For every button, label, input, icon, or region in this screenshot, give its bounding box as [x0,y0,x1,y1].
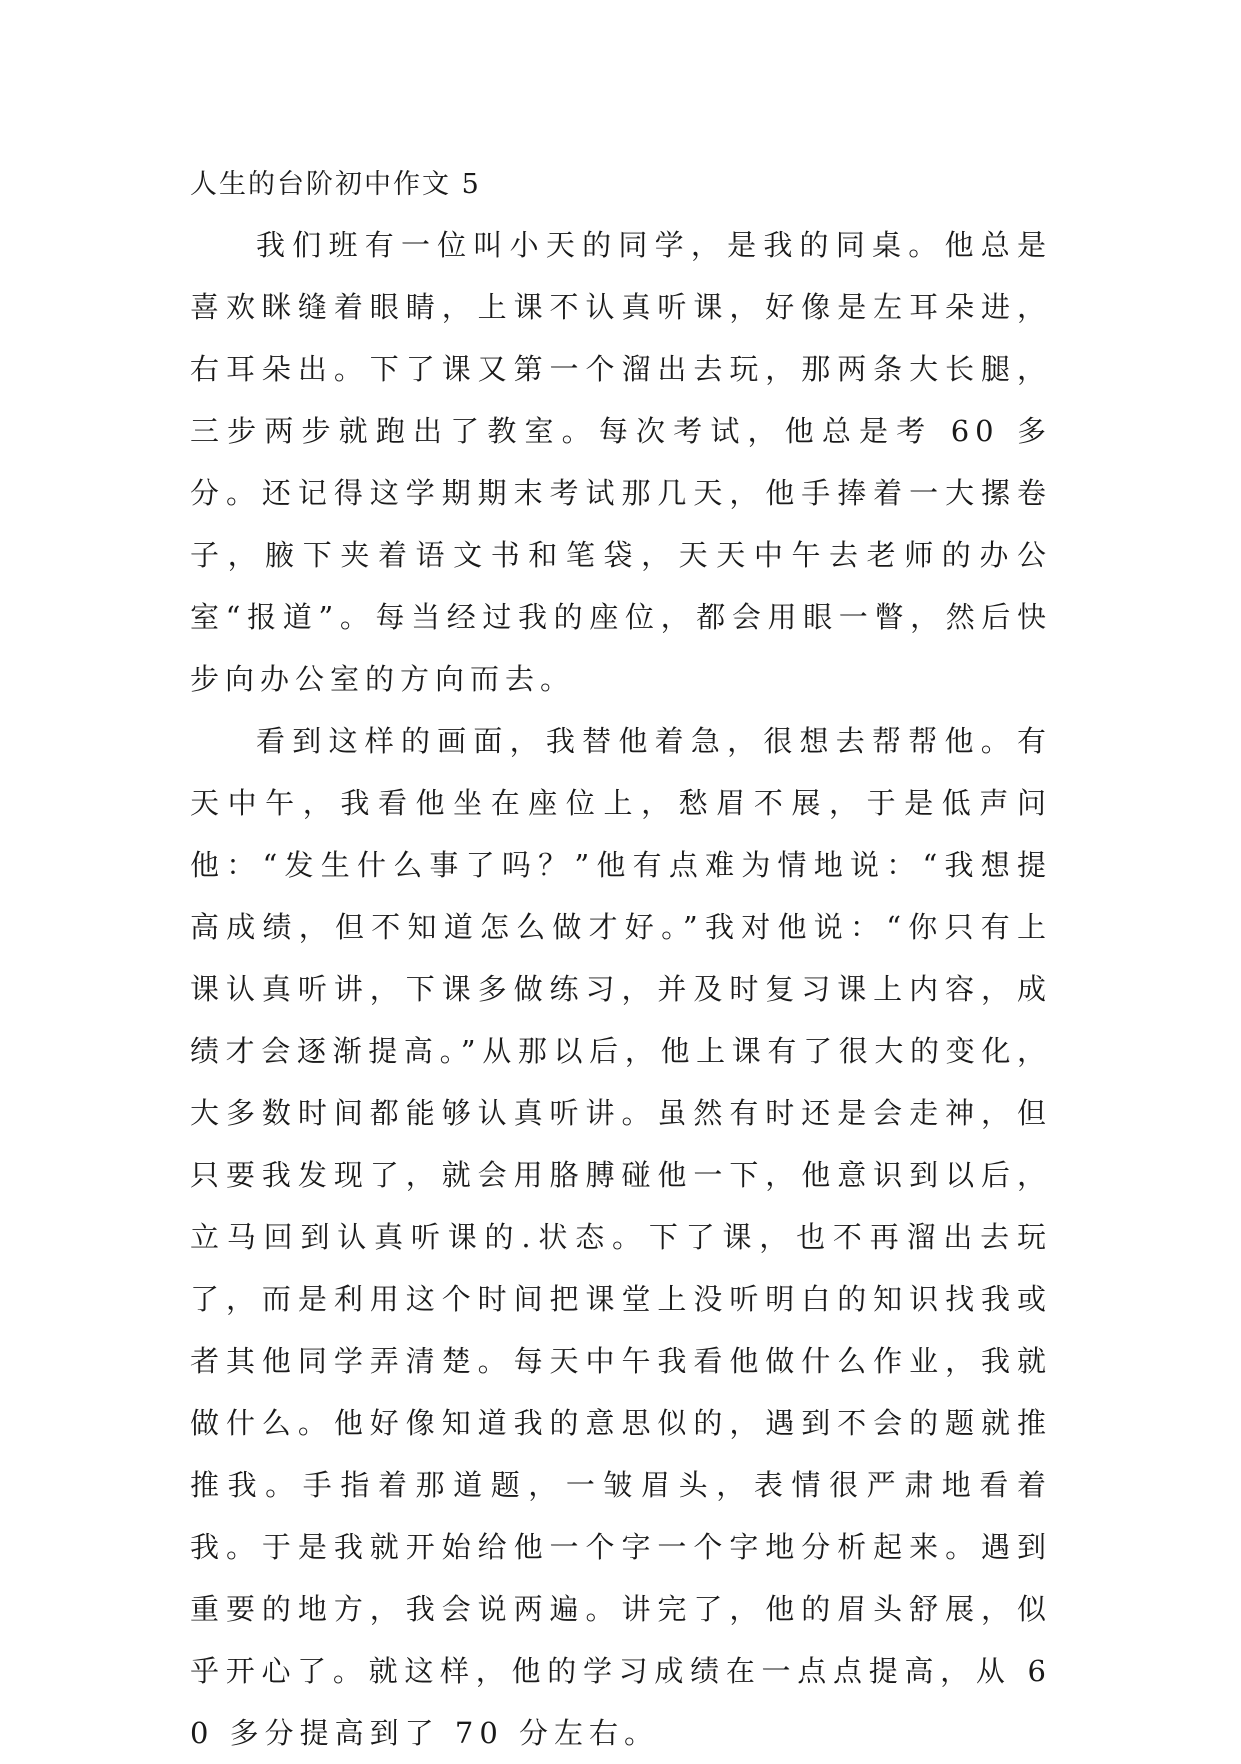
document-title: 人生的台阶初中作文 5 [190,169,481,200]
paragraph-2: 看到这样的画面，我替他着急，很想去帮帮他。有天中午，我看他坐在座位上，愁眉不展，于是低声问他：“发生什么事了吗？”他有点难为情地说：“我想提高成绩，但不知道怎么做才好。”我对他说：“你只有上课认真听讲，下课多做练习，并及时复习课上内容，成绩才会逐渐提高。”从那以后，他上课有了很大的变化，大多数时间都能够认真听讲。虽然有时还是会走神，但只要我发现了，就会用胳膊碰他一下，他意识到以后，立马回到认真听课的.状态。下了课，也不再溜出去玩了，而是利用这个时间把课堂上没听明白的知识找我或者其他同学弄清楚。每天中午我看他做什么作业，我就做什么。他好像知道我的意思似的，遇到不会的题就推推我。手指着那道题，一皱眉头，表情很严肃地看着我。于是我就开始给他一个字一个字地分析起来。遇到重要的地方，我会说两遍。讲完了，他的眉头舒展，似乎开心了。就这样，他的学习成绩在一点点提高，从 60 多分提高到了 70 分左右。 [190,724,1052,1750]
paragraph-1: 我们班有一位叫小天的同学，是我的同桌。他总是喜欢眯缝着眼睛，上课不认真听课，好像是左耳朵进，右耳朵出。下了课又第一个溜出去玩，那两条大长腿，三步两步就跑出了教室。每次考试，他总是考 60 多分。还记得这学期期末考试那几天，他手捧着一大摞卷子，腋下夹着语文书和笔袋，天天中午去老师的办公室“报道”。每当经过我的座位，都会用眼一瞥，然后快步向办公室的方向而去。 [190,228,1052,696]
document-body [190,156,1052,1764]
